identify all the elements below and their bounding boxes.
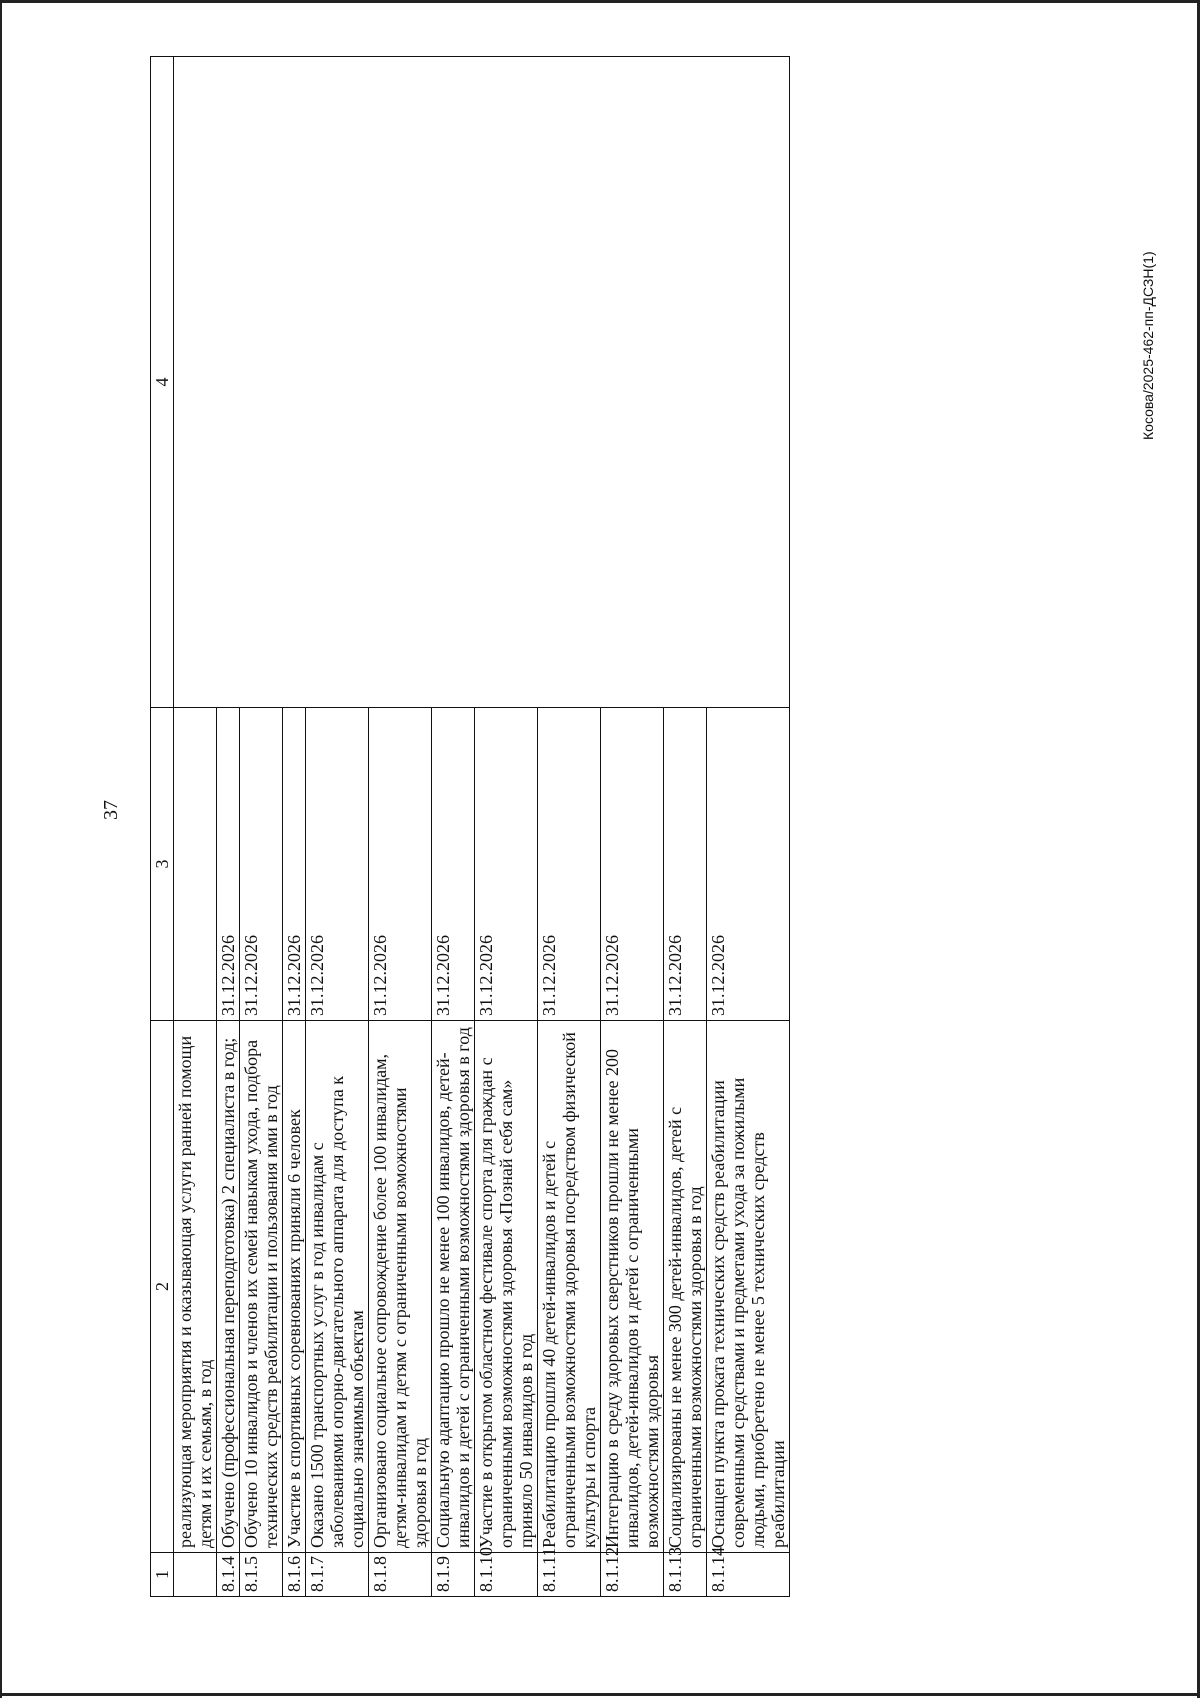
row-number: 8.1.6 <box>283 1553 306 1597</box>
row-number: 8.1.9 <box>432 1553 475 1597</box>
frame-border-left <box>0 0 2 1698</box>
row-number: 8.1.7 <box>306 1553 369 1597</box>
row-number: 8.1.13 <box>664 1553 707 1597</box>
row-number: 8.1.8 <box>369 1553 432 1597</box>
page-number: 37 <box>100 800 122 820</box>
row-date: 31.12.2026 <box>283 708 306 1021</box>
column-header: 4 <box>151 57 174 708</box>
row-description: Оказано 1500 транспортных услуг в год инвалидам с заболеваниями опорно-двигательного аппарата для доступа к социально значимым объектам <box>306 1021 369 1553</box>
row-description: Интеграцию в среду здоровых сверстников прошли не менее 200 инвалидов, детей-инвалидов и детей с ограниченными возможностями здоровья <box>601 1021 664 1553</box>
row-number <box>174 1553 217 1597</box>
row-number: 8.1.4 <box>217 1553 240 1597</box>
row-description: Организовано социальное сопровождение более 100 инвалидам, детям-инвалидам и детям с ограниченными возможностями здоровья в год <box>369 1021 432 1553</box>
row-description: Реабилитацию прошли 40 детей-инвалидов и детей с ограниченными возможностями здоровья посредством физической культуры и спорта <box>538 1021 601 1553</box>
document-reference: Косова/2025-462-пп-ДСЗН(1) <box>1140 251 1156 440</box>
frame-border-bottom <box>0 1693 1200 1696</box>
row-number: 8.1.5 <box>240 1553 283 1597</box>
row-description: Участие в открытом областном фестивале спорта для граждан с ограниченными возможностями здоровья «Познай себя сам» приняло 50 инвалидов в год <box>475 1021 538 1553</box>
column-header: 3 <box>151 708 174 1021</box>
rotated-page <box>100 60 1156 1600</box>
row-number: 8.1.14 <box>707 1553 790 1597</box>
row-description: реализующая мероприятия и оказывающая услуги ранней помощи детям и их семьям, в год <box>174 1021 217 1553</box>
row-description: Обучено (профессиональная переподготовка) 2 специалиста в год; <box>217 1021 240 1553</box>
table-row <box>174 57 217 1597</box>
row-date: 31.12.2026 <box>432 708 475 1021</box>
row-description: Социальную адаптацию прошло не менее 100 инвалидов, детей-инвалидов и детей с ограниченными возможностями здоровья в год <box>432 1021 475 1553</box>
row-date: 31.12.2026 <box>601 708 664 1021</box>
row-date: 31.12.2026 <box>240 708 283 1021</box>
row-description: Участие в спортивных соревнованиях приняли 6 человек <box>283 1021 306 1553</box>
column-4-empty <box>174 57 790 708</box>
row-date: 31.12.2026 <box>707 708 790 1021</box>
row-date: 31.12.2026 <box>664 708 707 1021</box>
row-date: 31.12.2026 <box>217 708 240 1021</box>
row-date: 31.12.2026 <box>369 708 432 1021</box>
row-number: 8.1.11 <box>538 1553 601 1597</box>
table-header-row <box>151 57 174 1597</box>
frame-border-top <box>0 0 1200 3</box>
column-header: 2 <box>151 1021 174 1553</box>
row-date: 31.12.2026 <box>475 708 538 1021</box>
row-description: Оснащен пункта проката технических средств реабилитации современными средствами и предметами ухода за пожилыми людьми, приобретено не менее 5 технических средств реабилитации <box>707 1021 790 1553</box>
activities-table <box>150 56 790 1597</box>
row-number: 8.1.12 <box>601 1553 664 1597</box>
row-date: 31.12.2026 <box>538 708 601 1021</box>
row-description: Обучено 10 инвалидов и членов их семей навыкам ухода, подбора технических средств реабилитации и пользования ими в год <box>240 1021 283 1553</box>
column-header: 1 <box>151 1553 174 1597</box>
row-number: 8.1.10 <box>475 1553 538 1597</box>
row-date: 31.12.2026 <box>306 708 369 1021</box>
row-date <box>174 708 217 1021</box>
row-description: Социализированы не менее 300 детей-инвалидов, детей с ограниченными возможностями здоровья в год <box>664 1021 707 1553</box>
